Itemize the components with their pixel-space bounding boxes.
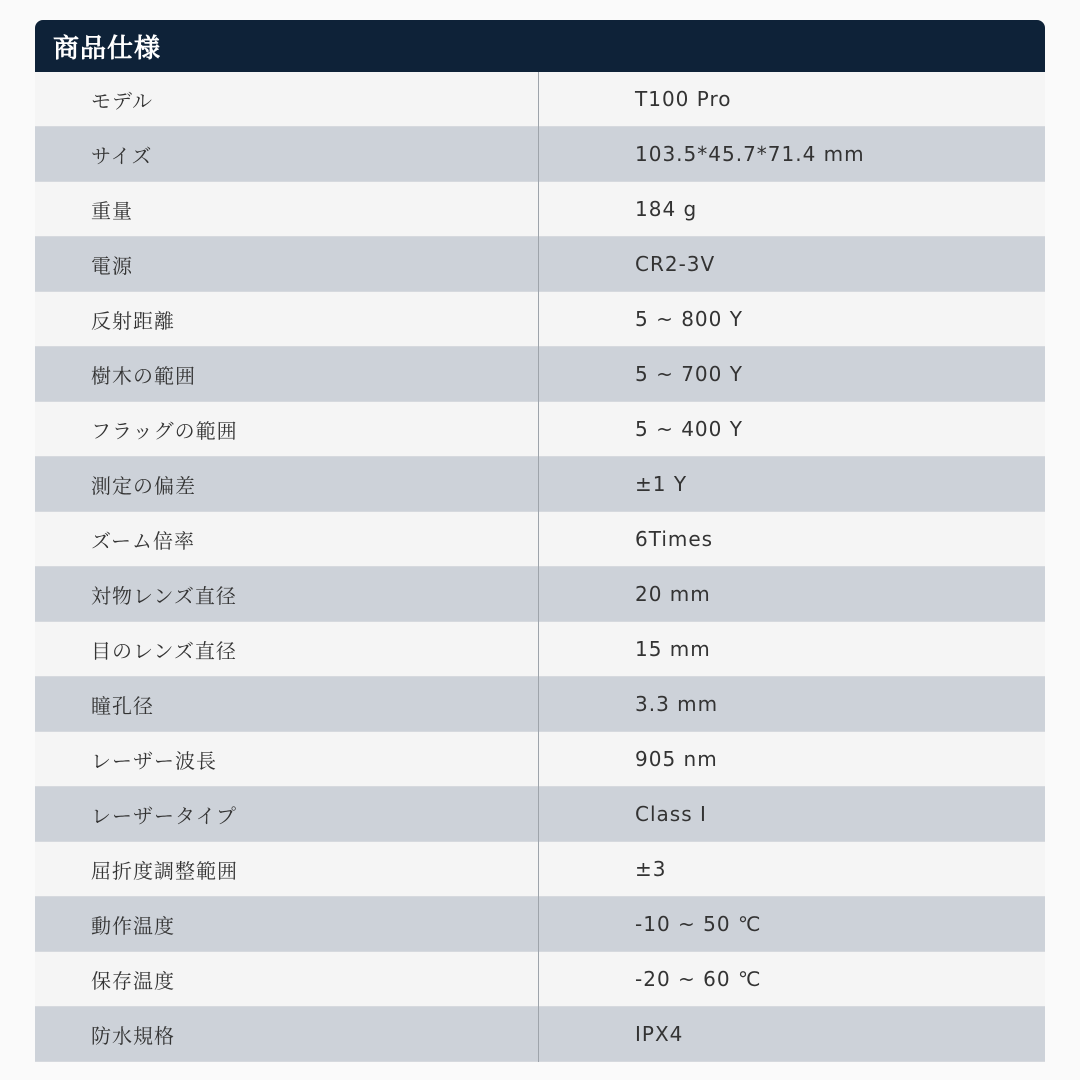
spec-value: ±1 Y <box>635 472 688 496</box>
spec-value: -20 ~ 60 ℃ <box>635 967 762 991</box>
spec-row <box>35 127 1045 182</box>
spec-label: 保存温度 <box>91 968 175 993</box>
spec-value: T100 Pro <box>635 87 732 111</box>
spec-row <box>35 622 1045 677</box>
spec-value: ±3 <box>635 857 667 881</box>
spec-value: -10 ~ 50 ℃ <box>635 912 762 936</box>
spec-row <box>35 952 1045 1007</box>
spec-row <box>35 567 1045 622</box>
spec-label: ズーム倍率 <box>91 528 195 553</box>
spec-row <box>35 237 1045 292</box>
column-divider <box>538 72 539 1062</box>
spec-row <box>35 732 1045 787</box>
spec-label: レーザータイプ <box>91 803 237 828</box>
spec-row <box>35 677 1045 732</box>
spec-value: 20 mm <box>635 582 711 606</box>
spec-label: 樹木の範囲 <box>91 363 196 388</box>
spec-header <box>35 20 1045 72</box>
spec-value: 5 ~ 800 Y <box>635 307 743 331</box>
spec-label: 電源 <box>91 253 133 278</box>
spec-row <box>35 457 1045 512</box>
spec-row <box>35 182 1045 237</box>
spec-label: 反射距離 <box>91 308 175 333</box>
spec-value: CR2-3V <box>635 252 716 276</box>
spec-label: サイズ <box>91 143 153 168</box>
spec-value: 5 ~ 700 Y <box>635 362 743 386</box>
spec-value: 5 ~ 400 Y <box>635 417 743 441</box>
spec-value: 905 nm <box>635 747 718 771</box>
spec-label: 目のレンズ直径 <box>91 638 237 663</box>
spec-label: 動作温度 <box>91 913 175 938</box>
spec-row <box>35 347 1045 402</box>
spec-row <box>35 897 1045 952</box>
spec-label: レーザー波長 <box>91 748 217 773</box>
spec-value: 6Times <box>635 527 714 551</box>
spec-table <box>35 72 1045 1062</box>
spec-row <box>35 512 1045 567</box>
spec-row <box>35 72 1045 127</box>
spec-row <box>35 402 1045 457</box>
spec-value: IPX4 <box>635 1022 684 1046</box>
spec-row <box>35 787 1045 842</box>
spec-label: 測定の偏差 <box>91 473 196 498</box>
spec-row <box>35 1007 1045 1062</box>
spec-title: 商品仕様 <box>53 33 162 64</box>
spec-label: フラッグの範囲 <box>91 418 238 443</box>
spec-row <box>35 292 1045 347</box>
spec-value: 15 mm <box>635 637 711 661</box>
spec-label: 屈折度調整範囲 <box>91 858 238 883</box>
spec-label: 対物レンズ直径 <box>91 583 237 608</box>
spec-label: 瞳孔径 <box>91 693 154 718</box>
spec-label: 防水規格 <box>91 1023 175 1048</box>
spec-label: モデル <box>91 88 153 113</box>
spec-row <box>35 842 1045 897</box>
spec-value: Class Ⅰ <box>635 802 707 826</box>
spec-value: 184 g <box>635 197 698 221</box>
spec-label: 重量 <box>91 198 133 223</box>
spec-panel <box>35 20 1045 1062</box>
spec-value: 3.3 mm <box>635 692 719 716</box>
spec-value: 103.5*45.7*71.4 mm <box>635 142 865 166</box>
